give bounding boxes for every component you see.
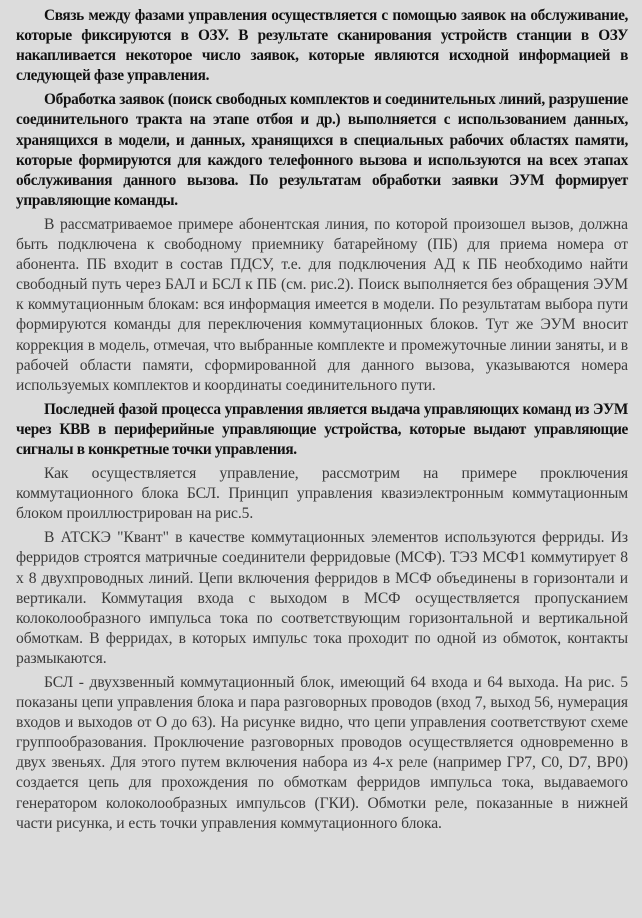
paragraph-request-processing: Обработка заявок (поиск свободных комплектов и соединительных линий, разрушение соединительного тракта на этапе отбоя и др.) выполняется с использованием данных, хранящихся в модели, и данных, хранящихся в специальных рабочих областях памяти, которые формируются для каждого телефонного вызова и используются на всех этапах обслуживания данного вызова. По результатам обработки заявки ЭУМ формирует управляющие команды. bbox=[16, 91, 628, 209]
paragraph-bsl-two-stage-block: БСЛ - двухзвенный коммутационный блок, имеющий 64 входа и 64 выхода. На рис. 5 показаны цепи управления блока и пара разговорных проводов (вход 7, выход 56, нумерация входов и выходов от О до 63). На рисунке видно, что цепи управления соответствуют схеме группообразования. Проключение разговорных проводов осуществляется одновременно в двух звеньях. Для этого путем включения набора из 4-х реле (например ГР7, С0, D7, ВР0) создается цепь для прохождения по обмоткам ферридов импульса тока, выдаваемого генератором колоколообразных импульсов (ГКИ). Обмотки реле, показанные в нижней части рисунка, и есть точки управления коммутационного блока. bbox=[16, 674, 628, 832]
paragraph-kvant-ferrids: В АТСКЭ "Квант" в качестве коммутационных элементов используются ферриды. Из ферридов строятся матричные соединители ферридовые (МСФ). ТЭЗ МСФ1 коммутирует 8 х 8 двухпроводных линий. Цепи включения ферридов в МСФ объединены в горизонтали и вертикали. Коммутация входа с выходом в МСФ осуществляется пропусканием колоколообразного импульса тока по соответствующим горизонтальной и вертикальной обмоткам. В ферридах, в которых импульс тока проходит по одной из обмоток, контакты размыкаются. bbox=[16, 529, 628, 667]
paragraph-example-subscriber-line: В рассматриваемое примере абонентская линия, по которой произошел вызов, должна быть подключена к свободному приемнику батарейному (ПБ) для приема номера от абонента. ПБ входит в состав ПДСУ, т.е. для подключения АД к ПБ необходимо найти свободный путь через БАЛ и БСЛ к ПБ (см. рис.2). Поиск выполняется без обращения ЭУМ к коммутационным блокам: вся информация имеется в модели. По результатам выбора пути формируются команды для переключения коммутационных блоков. Тут же ЭУМ вносит коррекция в модель, отмечая, что выбранные комплекте и промежуточные линии заняты, и в рабочей области памяти, сформированной для данного вызова, указываются номера используемых комплектов и координаты соединительного пути. bbox=[16, 215, 628, 394]
paragraph-control-phases-link: Связь между фазами управления осуществляется с помощью заявок на обслуживание, которые фиксируются в ОЗУ. В результате сканирования устройств станции в ОЗУ накапливается некоторое число заявок, которые являются исходной информацией в следующей фазе управления. bbox=[16, 7, 628, 85]
paragraph-last-phase: Последней фазой процесса управления является выдача управляющих команд из ЭУМ через КВВ в периферийные управляющие устройства, которые выдают управляющие сигналы в конкретные точки управления. bbox=[16, 400, 628, 458]
paragraph-bsl-control-intro: Как осуществляется управление, рассмотрим на примере проключения коммутационного блока БСЛ. Принцип управления квазиэлектронным коммутационным блоком проиллюстрирован на рис.5. bbox=[16, 465, 628, 523]
